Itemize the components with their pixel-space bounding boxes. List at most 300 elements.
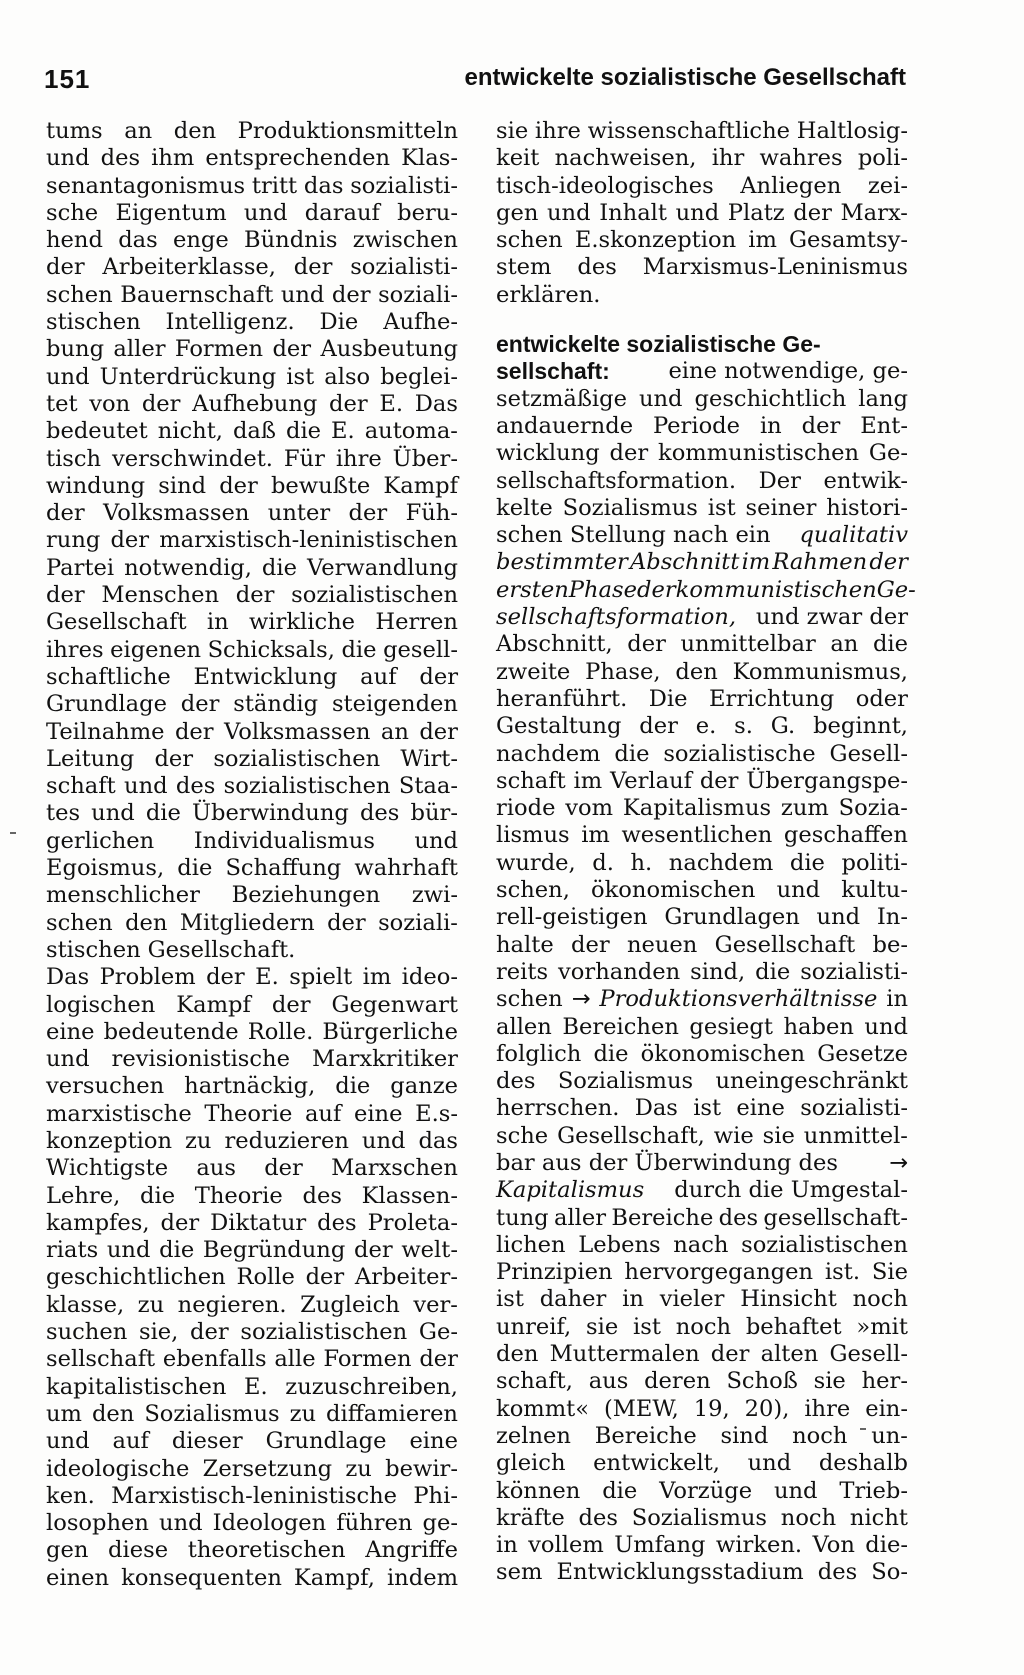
text-line xyxy=(46,1210,458,1237)
word: der xyxy=(348,500,388,527)
word: daher xyxy=(539,1286,607,1313)
word: die xyxy=(602,1477,638,1504)
word: Gesellschaft xyxy=(46,609,187,636)
word: G. xyxy=(770,713,796,740)
word: der xyxy=(571,931,610,958)
word: der xyxy=(110,527,150,554)
word: E. xyxy=(255,964,279,991)
word: E.skonzeption xyxy=(574,227,737,254)
word: wahrhaft xyxy=(354,855,458,882)
word: ebenfalls xyxy=(162,1346,267,1373)
word: sie xyxy=(496,118,529,144)
text-line xyxy=(46,1456,458,1483)
word: sozialistischen xyxy=(240,1319,408,1346)
text-line xyxy=(46,1346,458,1373)
word: und xyxy=(46,363,90,390)
italic-text-line xyxy=(496,576,916,604)
word: Sozialismus xyxy=(631,1504,768,1531)
text-line-content: eine notwendige, ge- xyxy=(668,358,908,385)
word: schen xyxy=(496,227,563,254)
word: Klassen- xyxy=(361,1182,458,1209)
word: Phi- xyxy=(413,1482,458,1509)
text-line xyxy=(496,768,908,795)
word: E. xyxy=(244,1373,268,1400)
word: Übergangspe- xyxy=(746,767,908,794)
text-line xyxy=(46,1183,458,1210)
word: Bauernschaft xyxy=(120,281,274,308)
word: Phase xyxy=(568,576,637,603)
word: wesentlichen xyxy=(621,822,773,849)
word: und xyxy=(414,827,458,854)
text-line xyxy=(46,992,458,1019)
word: der xyxy=(46,500,85,527)
word: schaftliche xyxy=(46,663,171,690)
word: alten xyxy=(760,1341,819,1368)
word: zei- xyxy=(867,172,908,199)
word: nach xyxy=(673,1231,729,1258)
word: noch xyxy=(780,1504,837,1531)
word: des xyxy=(718,1204,759,1231)
word: soziali- xyxy=(378,281,458,308)
word: im xyxy=(741,549,771,576)
word: schaft xyxy=(496,767,566,794)
word: Ge- xyxy=(418,1319,458,1346)
word: auf xyxy=(112,1428,149,1455)
word: des xyxy=(317,1209,357,1236)
word: Lebens xyxy=(578,1231,661,1258)
word: Volksmassen xyxy=(103,500,250,527)
word: der xyxy=(869,549,908,576)
text-line xyxy=(46,1510,458,1537)
word: Intelligenz. xyxy=(165,309,295,336)
text-line xyxy=(496,522,908,549)
word: Überwindung xyxy=(192,800,349,827)
text-line xyxy=(496,468,908,495)
word: Zugleich xyxy=(300,1291,400,1318)
word: Partei xyxy=(46,554,115,581)
text-line xyxy=(46,964,458,991)
text-line xyxy=(46,1292,458,1319)
word: Ent- xyxy=(860,412,908,439)
word: tisch-ideologisches xyxy=(496,172,714,199)
text-line xyxy=(46,582,458,609)
word: ihre xyxy=(804,1395,851,1422)
word: lichen xyxy=(496,1231,566,1258)
word: Wirt- xyxy=(400,745,458,772)
word: versuchen xyxy=(46,1073,165,1100)
word: die xyxy=(335,1073,371,1100)
word: einen xyxy=(46,1564,110,1591)
word: Anliegen xyxy=(740,172,842,199)
word: behaftet xyxy=(745,1313,842,1340)
word: Ausbeutung xyxy=(320,336,458,363)
word: konzeption xyxy=(46,1127,173,1154)
word: der xyxy=(609,440,649,467)
word: und xyxy=(91,800,135,827)
text-line xyxy=(496,440,908,467)
word: sellschaftsformation. xyxy=(496,467,737,494)
word: Marxschen xyxy=(331,1155,458,1182)
text-line xyxy=(496,386,908,413)
word: kommunistischen xyxy=(675,576,877,603)
paragraph-gap xyxy=(496,309,908,331)
word: des xyxy=(817,1559,858,1586)
word: bedeutende xyxy=(103,1018,239,1045)
word: sie xyxy=(762,1122,795,1149)
word: den xyxy=(125,909,168,936)
word: zu xyxy=(185,1127,212,1154)
word: und xyxy=(361,1127,406,1154)
text-line-content: bar aus der Überwindung des xyxy=(496,1149,838,1176)
word: gerlichen xyxy=(46,827,155,854)
text-line-content: schen Stellung nach ein xyxy=(496,522,771,549)
word: die xyxy=(872,631,908,658)
text-line xyxy=(46,609,458,636)
word: die xyxy=(755,958,791,985)
word: noch xyxy=(675,1313,732,1340)
word: Menschen xyxy=(101,582,220,609)
word: eigenen xyxy=(110,636,202,663)
text-line xyxy=(496,173,908,200)
word: sozialisti- xyxy=(350,172,458,199)
word: Das xyxy=(46,964,90,991)
text-line xyxy=(496,686,908,713)
word: kelte xyxy=(496,494,553,521)
word: zwischen xyxy=(352,227,458,254)
word: um xyxy=(46,1400,82,1427)
word: Hinsicht xyxy=(740,1286,837,1313)
word: deren xyxy=(644,1368,711,1395)
word: das xyxy=(418,1127,458,1154)
word: s. xyxy=(734,713,753,740)
word: des xyxy=(100,145,141,172)
word: stischen xyxy=(46,936,141,963)
entry-text xyxy=(496,386,908,522)
word: be- xyxy=(872,931,908,958)
word: hend xyxy=(46,227,103,254)
word: Sozialismus xyxy=(562,494,698,521)
page-number: 151 xyxy=(44,64,91,94)
word: Für xyxy=(283,445,325,472)
word: Bereiche xyxy=(594,1422,697,1449)
word: die xyxy=(145,800,181,827)
text-line xyxy=(496,631,908,658)
word: der xyxy=(419,718,458,745)
word: und xyxy=(243,199,288,226)
word: ist xyxy=(693,1095,722,1122)
word: Vorzüge xyxy=(659,1477,753,1504)
word: uneingeschränkt xyxy=(715,1068,908,1095)
word: folglich xyxy=(496,1040,582,1067)
word: Aufhe- xyxy=(383,309,458,336)
word: beru- xyxy=(397,199,458,226)
word: bestimmter xyxy=(496,549,628,576)
word: den xyxy=(173,118,217,144)
word: poli- xyxy=(857,145,908,172)
word: vieler xyxy=(659,1286,725,1313)
word: der xyxy=(354,1237,393,1264)
text-line xyxy=(46,1128,458,1155)
word: der xyxy=(305,1264,345,1291)
text-line xyxy=(496,604,908,631)
word: Grundlagen xyxy=(664,904,800,931)
text-line xyxy=(46,500,458,527)
word: tisch xyxy=(46,445,102,472)
word: 20), xyxy=(744,1395,790,1422)
word: Von xyxy=(812,1532,855,1559)
word: der xyxy=(235,582,275,609)
word: sozialistischen xyxy=(223,773,391,800)
word: Über- xyxy=(392,445,458,472)
word: Gesamtsy- xyxy=(788,227,908,254)
text-line xyxy=(496,1368,908,1395)
entry-text xyxy=(496,1014,908,1150)
word: Volksmassen xyxy=(224,718,371,745)
word: steigenden xyxy=(331,691,458,718)
word: der xyxy=(639,713,678,740)
right-column-intro-text xyxy=(496,118,908,309)
word: Das xyxy=(634,1095,678,1122)
word: der xyxy=(419,663,458,690)
entry-text xyxy=(496,1205,908,1587)
word: enge xyxy=(172,227,229,254)
text-line xyxy=(46,1101,458,1128)
word: den xyxy=(91,1400,135,1427)
word: sozialistischen xyxy=(291,582,458,609)
text-line xyxy=(46,1374,458,1401)
word: (MEW, xyxy=(603,1395,679,1422)
word: klasse, xyxy=(46,1291,125,1318)
word: Abschnitt xyxy=(629,549,740,576)
text-line xyxy=(46,391,458,418)
word: ge- xyxy=(422,1510,458,1537)
word: Verlauf xyxy=(610,767,693,794)
text-line xyxy=(46,828,458,855)
word: der xyxy=(627,631,666,658)
word: Zersetzung xyxy=(202,1455,333,1482)
word: des xyxy=(578,1504,618,1531)
word: herrschen. xyxy=(496,1095,620,1122)
text-line xyxy=(46,1401,458,1428)
word: Muttermalen xyxy=(549,1341,700,1368)
text-line xyxy=(46,1019,458,1046)
word: Beziehungen xyxy=(231,882,381,909)
text-line xyxy=(496,413,908,440)
word: geschichtlichen xyxy=(46,1264,226,1291)
text-line xyxy=(46,1264,458,1291)
text-line xyxy=(496,227,908,254)
word: also xyxy=(324,363,371,390)
word: sozialisti- xyxy=(800,1095,908,1122)
word: zum xyxy=(780,795,829,822)
word: darauf xyxy=(304,199,380,226)
word: im xyxy=(748,227,777,254)
word: unmittel- xyxy=(803,1122,908,1149)
word: in xyxy=(496,1532,518,1559)
word: an xyxy=(830,631,859,658)
text-line xyxy=(46,937,458,964)
word: und xyxy=(773,1477,818,1504)
word: Bündnis xyxy=(243,227,338,254)
word: sind xyxy=(720,1422,769,1449)
word: der xyxy=(801,412,841,439)
word: Gesellschaft, xyxy=(557,1122,705,1149)
text-line xyxy=(496,1450,908,1477)
word: aller xyxy=(113,336,166,363)
word: an xyxy=(380,718,409,745)
word: der xyxy=(636,576,676,603)
text-line xyxy=(46,418,458,445)
word: der xyxy=(46,254,85,281)
word: nachdem xyxy=(496,740,601,767)
text-line xyxy=(496,1341,908,1368)
word: seiner xyxy=(745,494,817,521)
word: Egoismus, xyxy=(46,855,165,882)
text-line xyxy=(496,118,908,145)
italic-text xyxy=(496,549,916,604)
word: aus xyxy=(588,1368,629,1395)
text-line-content: in xyxy=(886,986,908,1013)
word: senantagonismus xyxy=(46,172,246,199)
word: der xyxy=(190,1319,229,1346)
word: dieser xyxy=(171,1428,243,1455)
word: den xyxy=(675,658,718,685)
word: Entwicklung xyxy=(193,663,338,690)
word: vorhanden xyxy=(558,958,681,985)
word: schaft xyxy=(46,773,116,800)
text-line xyxy=(46,173,458,200)
word: tes xyxy=(46,800,81,827)
word: kultu- xyxy=(841,877,908,904)
word: zelnen xyxy=(496,1422,571,1449)
word: die xyxy=(614,740,650,767)
word: sind, xyxy=(690,958,746,985)
word: Phase, xyxy=(585,658,661,685)
word: bedeutet xyxy=(46,418,148,445)
word: alle xyxy=(274,1346,316,1373)
word: wahres xyxy=(759,145,843,172)
word: kräfte xyxy=(496,1504,565,1531)
word: kommt« xyxy=(496,1395,590,1422)
italic-emphasis: sellschaftsformation, xyxy=(496,604,737,631)
word: von xyxy=(89,390,131,417)
word: histori- xyxy=(826,494,908,521)
word: der xyxy=(793,199,832,226)
word: Marxkritiker xyxy=(311,1046,458,1073)
word: können xyxy=(496,1477,581,1504)
word: Inhalt xyxy=(599,199,667,226)
text-line xyxy=(46,527,458,554)
word: ken. xyxy=(46,1482,95,1509)
word: sellschaft xyxy=(46,1346,156,1373)
word: und xyxy=(776,877,821,904)
word: an xyxy=(124,118,153,144)
text-line xyxy=(46,719,458,746)
word: Trieb- xyxy=(839,1477,908,1504)
word: tet xyxy=(46,390,78,417)
word: aller xyxy=(553,1204,607,1231)
entry-heading: entwickelte sozialistische Ge- xyxy=(496,331,821,358)
word: her- xyxy=(861,1368,908,1395)
word: Angriffe xyxy=(365,1537,458,1564)
margin-mark xyxy=(10,832,16,834)
word: die xyxy=(159,1237,195,1264)
text-line xyxy=(496,254,908,281)
word: kampfes, xyxy=(46,1209,150,1236)
text-line xyxy=(496,1286,908,1313)
word: konsequenten xyxy=(121,1564,282,1591)
word: ein- xyxy=(865,1395,908,1422)
text-line xyxy=(496,1259,908,1286)
word: Gegenwart xyxy=(331,991,458,1018)
word: spielt xyxy=(289,964,353,991)
word: geschaffen xyxy=(783,822,908,849)
word: beglei- xyxy=(380,363,458,390)
text-line xyxy=(46,282,458,309)
word: entsprechenden xyxy=(205,145,391,172)
word: sind xyxy=(158,472,207,499)
word: Marx- xyxy=(840,199,908,226)
text-line xyxy=(496,1150,908,1177)
word: und xyxy=(124,773,168,800)
word: der xyxy=(264,1155,303,1182)
word: zu xyxy=(289,1400,317,1427)
word: sie xyxy=(813,1368,846,1395)
word: Füh- xyxy=(405,500,458,527)
word: die xyxy=(177,855,213,882)
word: Platz xyxy=(727,199,785,226)
word: gleich xyxy=(496,1450,566,1477)
word: Diktatur xyxy=(210,1209,307,1236)
text-line xyxy=(46,1073,458,1100)
word: auf xyxy=(360,663,397,690)
word: sozialistischen xyxy=(213,745,381,772)
text-line xyxy=(496,850,908,877)
word: ihre xyxy=(335,445,382,472)
text-line xyxy=(46,800,458,827)
word: Gesell- xyxy=(829,1341,908,1368)
word: zu xyxy=(345,1455,372,1482)
text-line xyxy=(46,254,458,281)
word: sche xyxy=(46,199,99,226)
word: eine xyxy=(409,1428,458,1455)
word: tritt xyxy=(251,172,298,199)
text-line xyxy=(46,309,458,336)
text-line xyxy=(46,746,458,773)
word: allen xyxy=(496,1013,552,1040)
word: ist xyxy=(633,1313,661,1340)
word: reits xyxy=(496,958,549,985)
text-line xyxy=(496,1205,908,1232)
word: welt- xyxy=(401,1237,458,1264)
word: erklären. xyxy=(496,281,601,308)
word: ihre xyxy=(534,118,581,144)
word: sche xyxy=(496,1122,549,1149)
word: ihr xyxy=(711,145,745,172)
text-line xyxy=(496,358,908,385)
text-line xyxy=(496,904,908,931)
word: sozialistischen xyxy=(741,1231,908,1258)
word: Sie xyxy=(871,1259,908,1286)
text-line xyxy=(496,1396,908,1423)
word: Arbeiter- xyxy=(354,1264,458,1291)
word: Rolle. xyxy=(247,1018,314,1045)
word: Arbeiterklasse, xyxy=(102,254,276,281)
word: und xyxy=(638,385,683,412)
word: Theorie xyxy=(194,1182,283,1209)
word: bewußte xyxy=(270,472,371,499)
word: ist. xyxy=(824,1259,861,1286)
